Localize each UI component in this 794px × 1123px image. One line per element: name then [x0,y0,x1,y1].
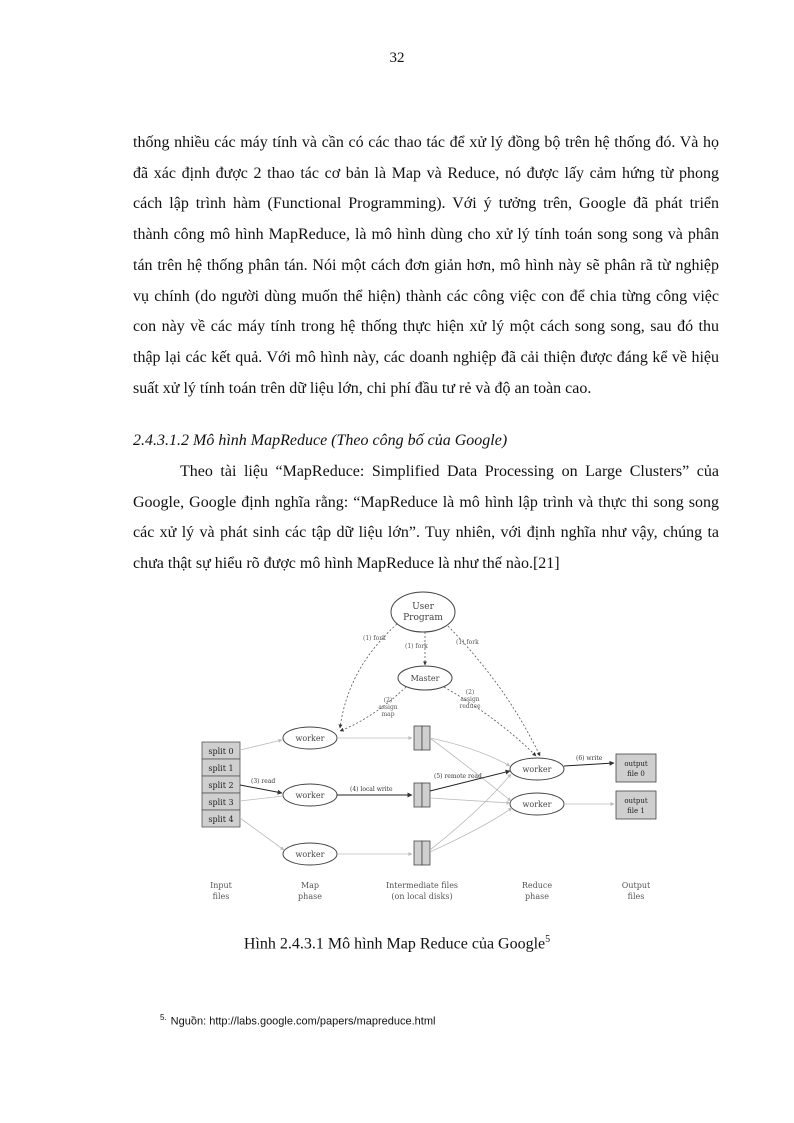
local-write-label: (4) local write [350,786,393,793]
fork-label-right: (1) fork [456,639,479,646]
column-label-reduce-2: phase [525,892,549,901]
column-label-output: Output [621,881,651,890]
split-0-label: split 0 [208,747,234,756]
footnote [160,1013,435,1028]
reduce-worker-1-label: worker [522,765,552,774]
column-label-intermediate: Intermediate files [385,881,459,890]
page-number: 32 [389,50,405,66]
footnote-mark: 5. [160,1013,167,1022]
user-program-node [391,592,455,632]
assign-map-label-3: map [381,711,395,718]
column-label-input-2: files [212,892,230,901]
column-label-map-2: phase [298,892,322,901]
user-program-label: User [412,602,434,612]
assign-map-label-2: assign [378,704,398,711]
split-3-label: split 3 [208,798,234,807]
column-label-reduce: Reduce [521,881,553,890]
column-label-map: Map [300,881,320,890]
mapreduce-diagram [198,588,658,908]
intermediate-files [414,726,430,865]
remote-read-label: (5) remote read [434,773,482,780]
user-program-label-2: Program [403,613,443,623]
read-label: (3) read [251,778,276,785]
split-4-label: split 4 [208,815,234,824]
column-label-input: Input [210,881,232,890]
master-label: Master [410,674,440,683]
split-2-label: split 2 [208,781,234,790]
map-worker-3-label: worker [295,850,325,859]
input-splits [202,742,240,827]
column-label-output-2: files [627,892,645,901]
figure-caption [0,934,794,953]
fork-label-mid: (1) fork [405,643,428,650]
footnote-text: Nguồn: http://labs.google.com/papers/mapreduce.html [170,1015,436,1028]
fork-label-left: (1) fork [363,635,386,642]
body-paragraph-1: thống nhiều các máy tính và cần có các thao tác để xử lý đồng bộ trên hệ thống đó. Và họ đã xác định được 2 thao tác cơ bản là Map và Reduce, nó được lấy cảm hứng từ phong cách lập trình hàm (Functional Programming). Với ý tưởng trên, Google đã phát triển thành công mô hình MapReduce, là mô hình dùng cho xử lý tính toán song song và phân tán trên hệ thống phân tán. Nói một cách đơn giản hơn, mô hình này sẽ phân rã từ nghiệp vụ chính (do người dùng muốn thể hiện) thành các công việc con để chia từng công việc con này về các máy tính trong hệ thống thực hiện xử lý một cách song song, sau đó thu thập lại các kết quả. Với mô hình này, các doanh nghiệp đã cải thiện được đáng kể về hiệu suất xử lý tính toán trên dữ liệu lớn, chi phí đầu tư rẻ và độ an toàn cao. [133,134,719,397]
body-paragraph-2: Theo tài liệu “MapReduce: Simplified Data Processing on Large Clusters” của Google, Google định nghĩa rằng: “MapReduce là mô hình lập trình và thực thi song song các xử lý và phát sinh các tập dữ liệu lớn”. Tuy nhiên, với định nghĩa như vậy, chúng ta chưa thật sự hiểu rõ được mô hình MapReduce là như thế nào.[21] [133,463,719,573]
output-file-1-label: output [624,797,648,805]
reduce-worker-2-label: worker [522,800,552,809]
write-label: (6) write [576,755,603,762]
section-heading: 2.4.3.1.2 Mô hình MapReduce (Theo công bố của Google) [133,432,508,449]
assign-reduce-label-2: assign [460,696,480,703]
output-file-0-label: output [624,760,648,768]
figure-caption-text: Hình 2.4.3.1 Mô hình Map Reduce của Google [243,935,546,953]
assign-reduce-label-3: reduce [459,703,481,710]
assign-map-label: (2) [383,697,393,704]
split-1-label: split 1 [208,764,234,773]
map-worker-2-label: worker [295,791,325,800]
footnote-reference: 5 [545,934,551,945]
map-worker-1-label: worker [295,734,325,743]
column-label-intermediate-2: (on local disks) [391,892,453,901]
output-file-0-label-2: file 0 [627,770,645,778]
output-file-1-label-2: file 1 [627,807,645,815]
assign-reduce-label: (2) [465,689,475,696]
